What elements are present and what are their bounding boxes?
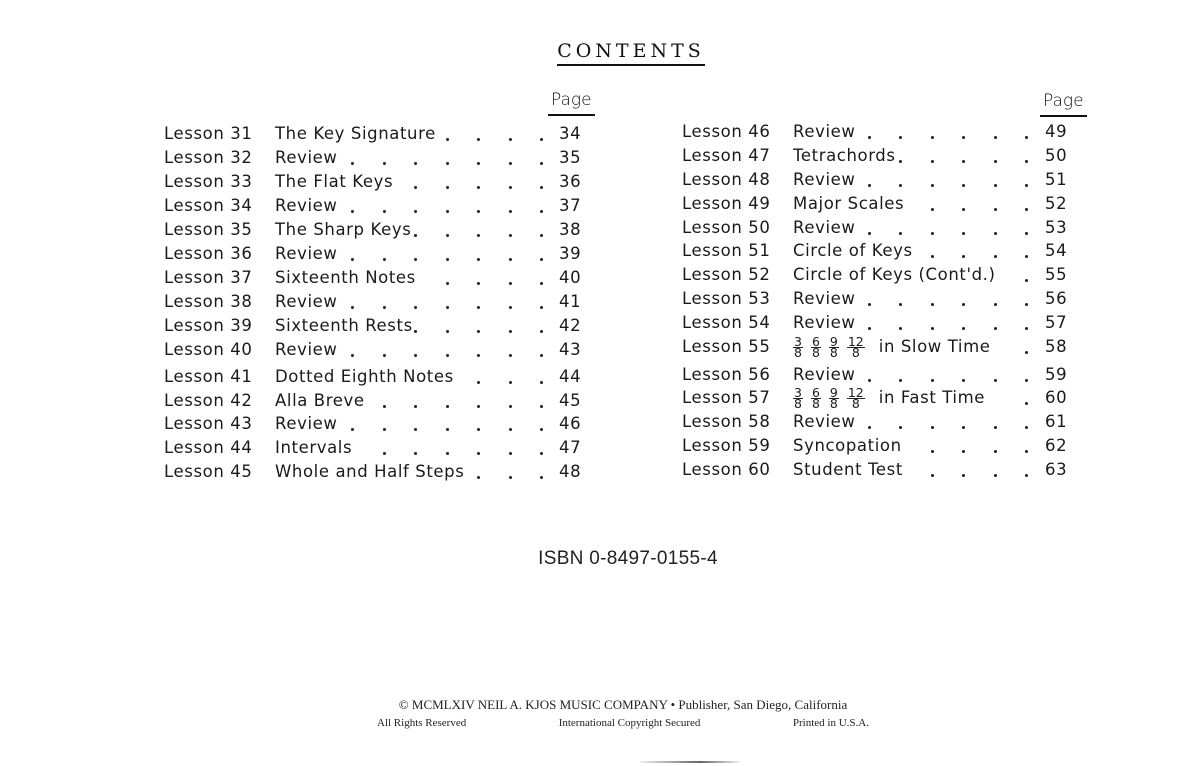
lesson-number: Lesson 48 <box>682 170 771 189</box>
lesson-topic <box>793 192 904 216</box>
contents-row <box>164 146 589 170</box>
contents-row <box>164 389 589 413</box>
lesson-topic <box>275 146 337 170</box>
lesson-topic <box>793 335 991 359</box>
lesson-topic <box>793 410 855 434</box>
time-signature: $\frac{12}{8}$ <box>847 384 864 411</box>
lesson-number: Lesson 36 <box>164 244 253 263</box>
contents-row <box>164 412 589 436</box>
time-signatures <box>793 333 865 360</box>
contents-row <box>164 242 589 266</box>
lesson-topic <box>275 218 411 242</box>
page-number: 45 <box>559 391 582 410</box>
lesson-topic-text: Review <box>793 170 856 189</box>
time-signature: $\frac{3}{8}$ <box>794 333 802 360</box>
copyright-block <box>377 697 869 731</box>
lesson-topic-text: Alla Breve <box>275 391 365 410</box>
lesson-topic-text: Circle of Keys <box>793 241 913 260</box>
contents-row <box>682 386 1075 410</box>
lesson-topic <box>793 144 896 168</box>
lesson-number: Lesson 52 <box>682 265 771 284</box>
lesson-number: Lesson 54 <box>682 313 771 332</box>
page-number: 42 <box>559 316 582 335</box>
all-rights-reserved: All Rights Reserved <box>377 717 467 729</box>
lesson-topic-text: Review <box>793 412 856 431</box>
time-signature: $\frac{6}{8}$ <box>811 384 820 411</box>
contents-row <box>682 311 1075 335</box>
lesson-topic-text: Sixteenth Notes <box>275 268 416 287</box>
contents-row <box>164 338 589 362</box>
lesson-number: Lesson 55 <box>682 337 771 356</box>
lesson-number: Lesson 58 <box>682 412 771 431</box>
lesson-topic-text: Review <box>275 414 338 433</box>
lesson-topic-text: The Key Signature <box>275 124 436 143</box>
lesson-number: Lesson 34 <box>164 196 253 215</box>
lesson-number: Lesson 53 <box>682 289 771 308</box>
lesson-topic <box>275 412 337 436</box>
lesson-topic <box>793 263 996 287</box>
lesson-number: Lesson 43 <box>164 414 253 433</box>
lesson-number: Lesson 45 <box>164 462 253 481</box>
page-number: 56 <box>1045 289 1068 308</box>
lesson-number: Lesson 42 <box>164 391 253 410</box>
lesson-topic <box>275 122 436 146</box>
page-number: 61 <box>1045 412 1068 431</box>
time-signature: $\frac{12}{8}$ <box>847 333 864 360</box>
contents-row <box>164 218 589 242</box>
lesson-topic <box>275 460 464 484</box>
lesson-topic <box>275 314 413 338</box>
contents-row <box>682 410 1075 434</box>
contents-row <box>682 335 1075 359</box>
lesson-topic <box>275 194 337 218</box>
lesson-topic-text: Review <box>793 289 856 308</box>
contents-row <box>164 266 589 290</box>
contents-row <box>682 120 1075 144</box>
contents-row <box>682 216 1075 240</box>
page-number: 47 <box>559 438 582 457</box>
lesson-number: Lesson 41 <box>164 367 253 386</box>
contents-row <box>682 192 1075 216</box>
contents-title-text: CONTENTS <box>557 40 705 66</box>
lesson-number: Lesson 37 <box>164 268 253 287</box>
lesson-number: Lesson 57 <box>682 388 771 407</box>
contents-row <box>682 363 1075 387</box>
lesson-topic-text: Review <box>793 218 856 237</box>
copyright-notes <box>377 715 869 731</box>
lesson-number: Lesson 59 <box>682 436 771 455</box>
lesson-topic-text: Intervals <box>275 438 353 457</box>
time-signatures <box>793 384 865 411</box>
lesson-topic-text: The Sharp Keys <box>275 220 412 239</box>
printed-in: Printed in U.S.A. <box>792 717 869 729</box>
page-number: 35 <box>559 148 582 167</box>
lesson-number: Lesson 31 <box>164 124 253 143</box>
contents-row <box>164 122 589 146</box>
page-number: 40 <box>559 268 582 287</box>
lesson-topic <box>275 290 337 314</box>
lesson-topic-text: Circle of Keys (Cont'd.) <box>793 265 996 284</box>
contents-title <box>0 40 1200 66</box>
lesson-topic <box>793 458 903 482</box>
page-number: 50 <box>1045 146 1068 165</box>
contents-row <box>682 168 1075 192</box>
lesson-number: Lesson 39 <box>164 316 253 335</box>
contents-row <box>164 290 589 314</box>
contents-row <box>164 460 589 484</box>
page-number: 53 <box>1045 218 1068 237</box>
time-signature: $\frac{9}{8}$ <box>829 333 838 360</box>
contents-row <box>164 314 589 338</box>
page-number: 63 <box>1045 460 1068 479</box>
lesson-topic <box>275 242 337 266</box>
page-number: 46 <box>559 414 582 433</box>
page-number: 44 <box>559 367 582 386</box>
page-number: 39 <box>559 244 582 263</box>
page-number: 62 <box>1045 436 1068 455</box>
contents-row <box>682 287 1075 311</box>
page-number: 43 <box>559 340 582 359</box>
lesson-number: Lesson 56 <box>682 365 771 384</box>
lesson-topic-text: Major Scales <box>793 194 905 213</box>
lesson-number: Lesson 46 <box>682 122 771 141</box>
copyright-line: © MCMLXIV NEIL A. KJOS MUSIC COMPANY • Publisher, San Diego, California <box>398 697 848 712</box>
lesson-topic-text: Review <box>793 122 856 141</box>
right-page-column-header: Page <box>1040 90 1087 117</box>
contents-row <box>164 170 589 194</box>
international-copyright: International Copyright Secured <box>558 717 701 729</box>
contents-row <box>164 436 589 460</box>
lesson-topic <box>275 436 352 460</box>
page-number: 37 <box>559 196 582 215</box>
lesson-topic-text: Review <box>793 365 856 384</box>
lesson-topic <box>275 365 454 389</box>
contents-row <box>682 144 1075 168</box>
page-number: 41 <box>559 292 582 311</box>
lesson-number: Lesson 51 <box>682 241 771 260</box>
lesson-topic <box>793 239 913 263</box>
scan-artifact <box>640 761 740 763</box>
lesson-number: Lesson 35 <box>164 220 253 239</box>
lesson-topic <box>275 170 393 194</box>
lesson-topic <box>793 434 902 458</box>
lesson-number: Lesson 60 <box>682 460 771 479</box>
lesson-topic <box>793 168 855 192</box>
page-number: 55 <box>1045 265 1068 284</box>
left-page-column-header: Page <box>548 89 595 116</box>
page-number: 54 <box>1045 241 1068 260</box>
lesson-topic <box>275 338 337 362</box>
time-signature: $\frac{6}{8}$ <box>811 333 820 360</box>
lesson-topic-text: Review <box>275 340 338 359</box>
lesson-number: Lesson 40 <box>164 340 253 359</box>
lesson-topic-text: Review <box>275 292 338 311</box>
lesson-number: Lesson 49 <box>682 194 771 213</box>
isbn-number: ISBN 0-8497-0155-4 <box>538 548 718 569</box>
contents-row <box>682 458 1075 482</box>
lesson-topic-text: in Fast Time <box>878 388 986 407</box>
lesson-topic <box>793 287 855 311</box>
page-number: 49 <box>1045 122 1068 141</box>
contents-row <box>682 263 1075 287</box>
lesson-topic-text: Student Test <box>793 460 903 479</box>
lesson-number: Lesson 47 <box>682 146 771 165</box>
lesson-number: Lesson 32 <box>164 148 253 167</box>
lesson-topic <box>275 266 416 290</box>
lesson-number: Lesson 44 <box>164 438 253 457</box>
page-number: 57 <box>1045 313 1068 332</box>
lesson-topic-text: in Slow Time <box>878 337 991 356</box>
contents-row <box>164 365 589 389</box>
contents-row <box>682 434 1075 458</box>
time-signature: $\frac{9}{8}$ <box>829 384 838 411</box>
lesson-topic <box>275 389 365 413</box>
contents-row <box>682 239 1075 263</box>
page-number: 48 <box>559 462 582 481</box>
lesson-number: Lesson 33 <box>164 172 253 191</box>
lesson-number: Lesson 50 <box>682 218 771 237</box>
lesson-topic <box>793 120 855 144</box>
contents-row <box>164 194 589 218</box>
lesson-topic-text: The Flat Keys <box>275 172 394 191</box>
lesson-topic-text: Review <box>793 313 856 332</box>
page-number: 38 <box>559 220 582 239</box>
page-number: 59 <box>1045 365 1068 384</box>
lesson-topic-text: Review <box>275 196 338 215</box>
lesson-topic <box>793 216 855 240</box>
lesson-topic-text: Whole and Half Steps <box>275 462 465 481</box>
time-signature: $\frac{3}{8}$ <box>794 384 802 411</box>
page-number: 34 <box>559 124 582 143</box>
lesson-topic-text: Dotted Eighth Notes <box>275 367 454 386</box>
page-number: 52 <box>1045 194 1068 213</box>
page-number: 36 <box>559 172 582 191</box>
lesson-topic-text: Review <box>275 244 338 263</box>
lesson-topic-text: Review <box>275 148 338 167</box>
page-number: 60 <box>1045 388 1068 407</box>
lesson-topic-text: Syncopation <box>793 436 902 455</box>
lesson-topic <box>793 363 855 387</box>
page-number: 51 <box>1045 170 1068 189</box>
lesson-topic <box>793 386 985 410</box>
lesson-topic-text: Sixteenth Rests <box>275 316 413 335</box>
page-number: 58 <box>1045 337 1068 356</box>
lesson-number: Lesson 38 <box>164 292 253 311</box>
lesson-topic <box>793 311 855 335</box>
lesson-topic-text: Tetrachords <box>793 146 896 165</box>
